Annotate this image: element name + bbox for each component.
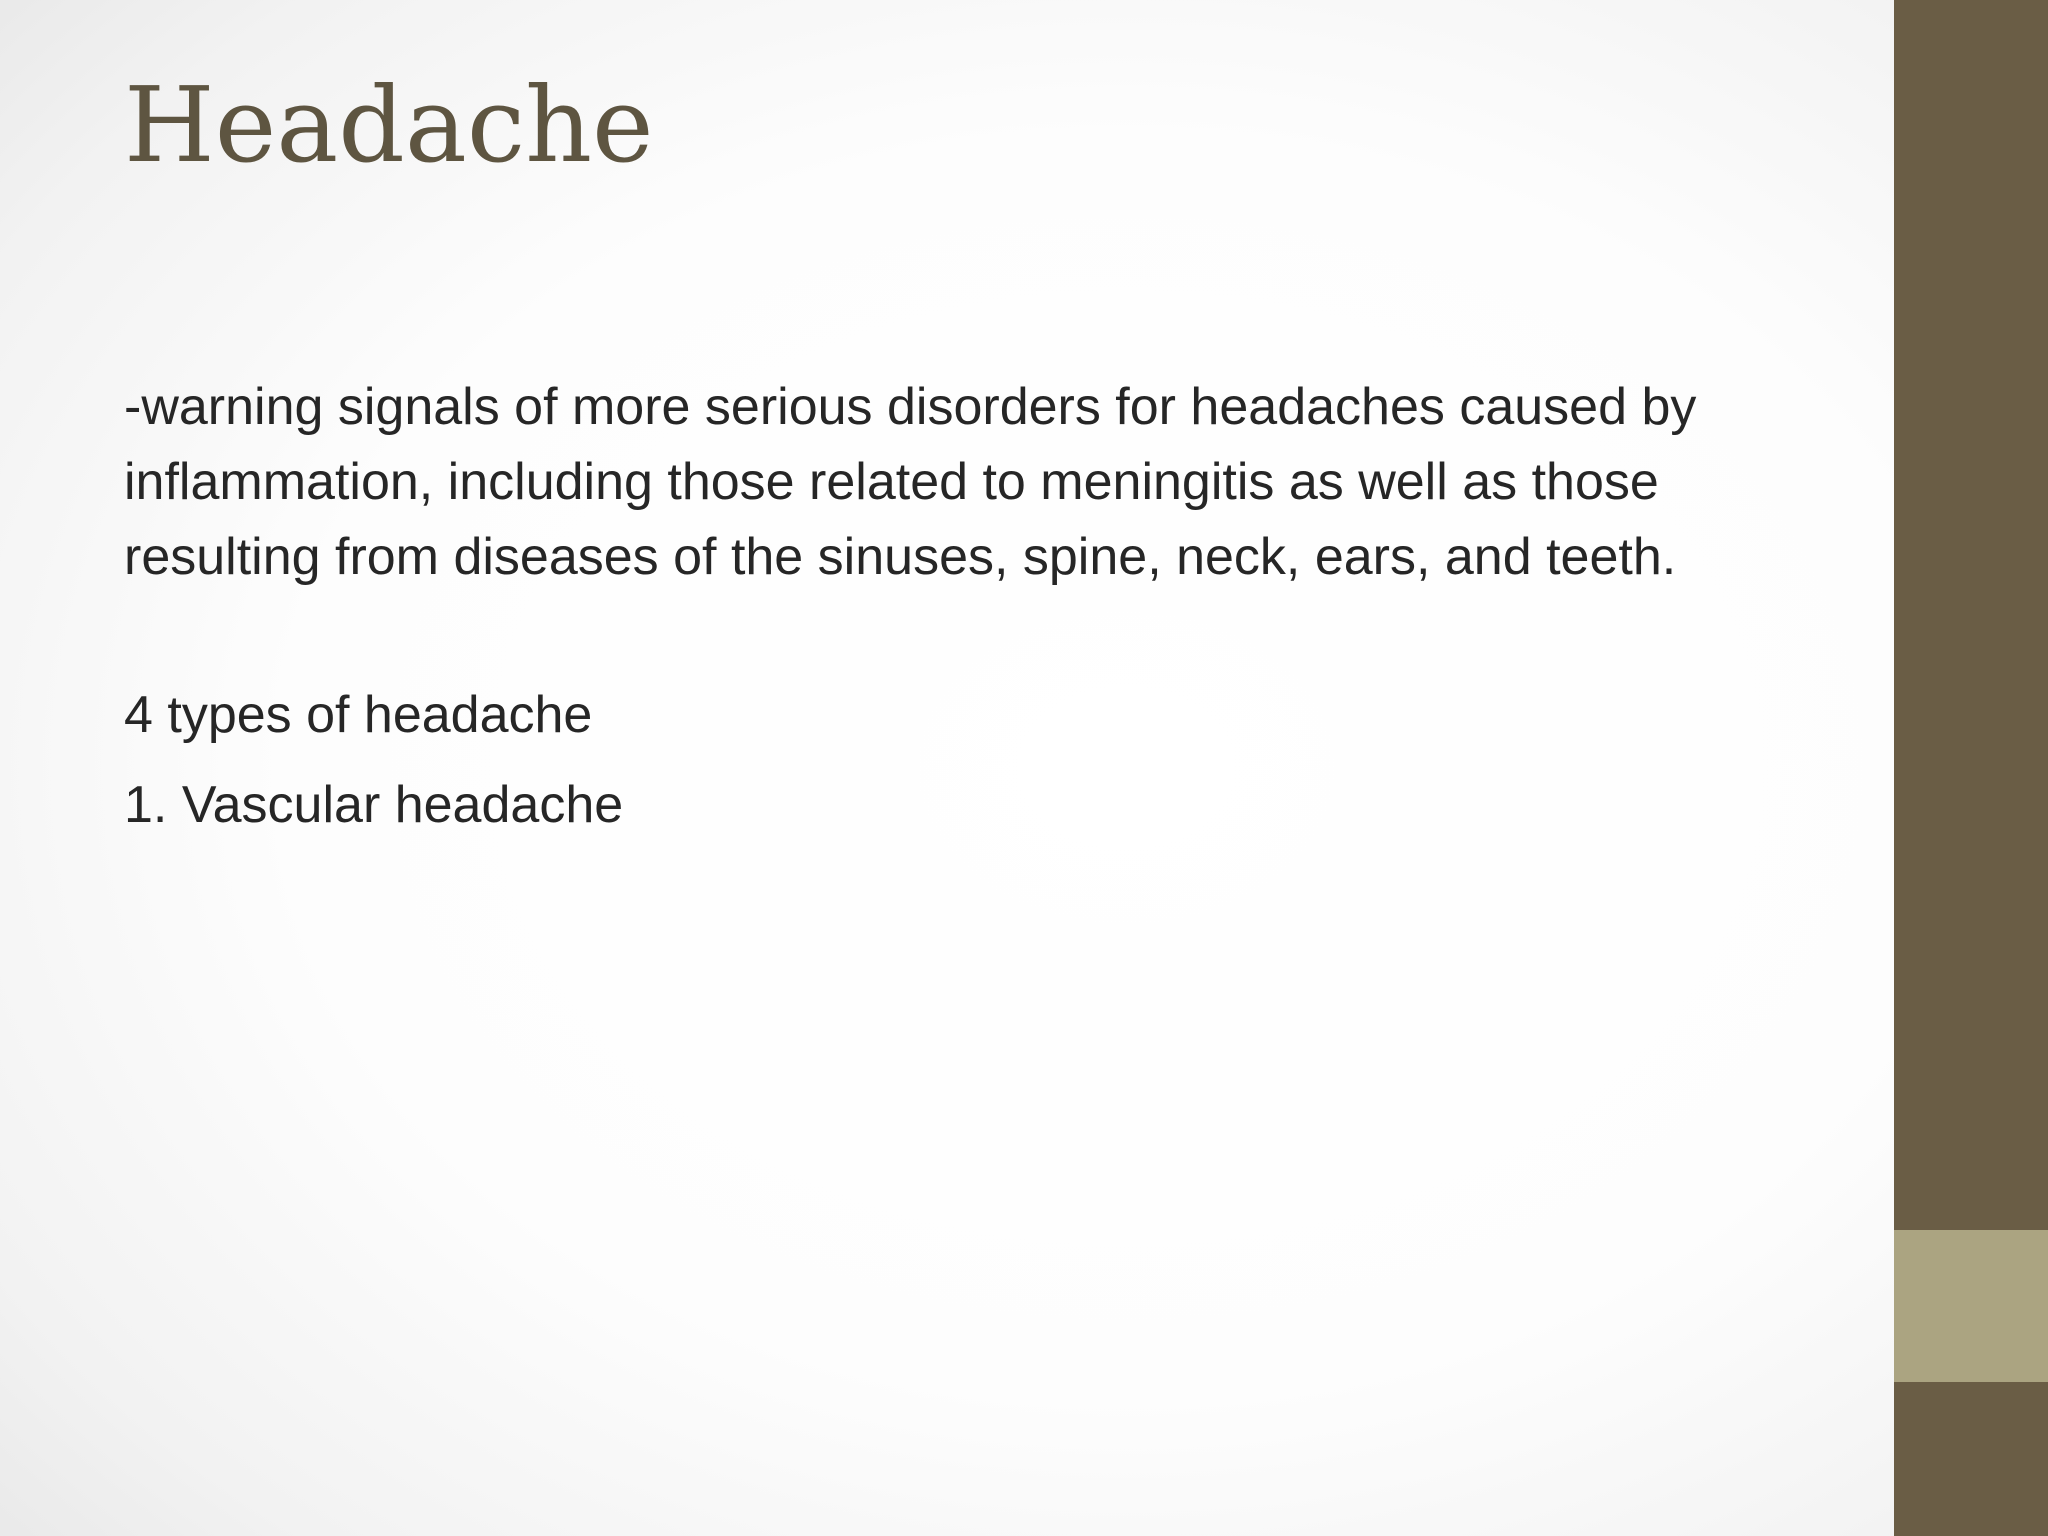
list-item-vascular: 1. Vascular headache [124,776,624,834]
slide-title: Headache [124,64,654,186]
side-bar-light-accent [1894,1230,2048,1382]
slide-body [124,370,1784,850]
types-heading: 4 types of headache [124,686,593,744]
side-bar-dark-top [1894,0,2048,1230]
body-paragraph: -warning signals of more serious disorders for headaches caused by inflammation, including those related to meningitis as well as those resulting from diseases of the sinuses, spine, neck, ears, and teeth. [124,378,1697,586]
spacer [124,595,1784,670]
side-bar-dark-bottom [1894,1382,2048,1536]
